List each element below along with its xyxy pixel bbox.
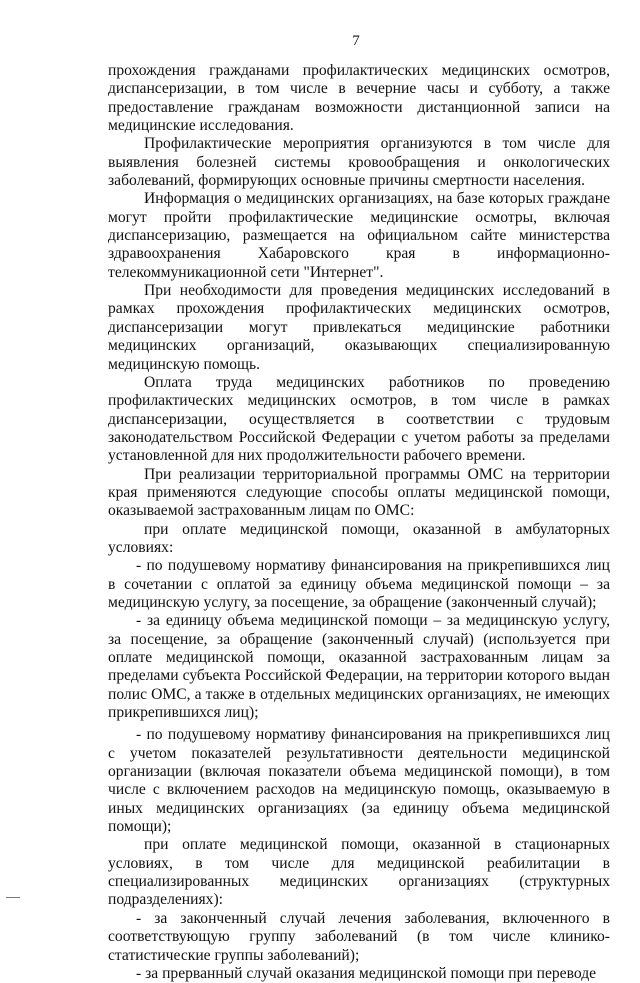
paragraph-specialists: При необходимости для проведения медицинских исследований в рамках прохождения профилактических медицинских осмотров, диспансеризации могут привлекаться медицинские работники медицинских организаций, оказывающих специализированную медицинскую помощь. xyxy=(108,282,610,373)
list-item-per-capita-performance: - по подушевому нормативу финансирования на прикрепившихся лиц с учетом показателей результативности деятельности медицинской организации (включая показатели объема медицинской помощи), в том числе с включением расходов на медицинскую помощь, оказываемую в иных медицинских организациях (за единицу объема медицинской помощи); xyxy=(108,726,610,836)
paragraph-preventive-measures: Профилактические мероприятия организуются в том числе для выявления болезней системы кровообращения и онкологических заболеваний, формирующих основные причины смертности населения. xyxy=(108,135,610,190)
list-item-completed-case: - за законченный случай лечения заболевания, включенного в соответствующую группу заболеваний (в том числе клинико-статистические группы заболеваний); xyxy=(108,909,610,964)
paragraph-continuation: прохождения гражданами профилактических медицинских осмотров, диспансеризации, в том числе в вечерние часы и субботу, а также предоставление гражданам возможности дистанционной записи на медицинские исследования. xyxy=(108,62,610,135)
paragraph-inpatient-heading: при оплате медицинской помощи, оказанной в стационарных условиях, в том числе для медицинской реабилитации в специализированных медицинских организациях (структурных подразделениях): xyxy=(108,836,610,909)
body-text xyxy=(108,62,610,983)
paragraph-outpatient-heading: при оплате медицинской помощи, оказанной в амбулаторных условиях: xyxy=(108,520,610,556)
paragraph-organizations-info: Информация о медицинских организациях, на базе которых граждане могут пройти профилактические медицинские осмотры, включая диспансеризацию, размещается на официальном сайте министерства здравоохранения Хабаровского края в информационно-телекоммуникационной сети "Интернет". xyxy=(108,190,610,281)
list-item-per-capita-combined: - по подушевому нормативу финансирования на прикрепившихся лиц в сочетании с оплатой за единицу объема медицинской помощи – за медицинскую услугу, за посещение, за обращение (законченный случай); xyxy=(108,557,610,611)
list-item-interrupted-case: - за прерванный случай оказания медицинской помощи при переводе xyxy=(136,964,597,982)
scan-edge-mark xyxy=(6,897,20,898)
paragraph-labor-payment: Оплата труда медицинских работников по проведению профилактических медицинских осмотров, в том числе в рамках диспансеризации, осуществляется в соответствии с трудовым законодательством Российской Федерации с учетом работы за пределами установленной для них продолжительности рабочего времени. xyxy=(108,373,610,465)
page-number: 7 xyxy=(352,33,360,49)
list-item-per-unit: - за единицу объема медицинской помощи – за медицинскую услугу, за посещение, за обращение (законченный случай) (используется при оплате медицинской помощи, оказанной застрахованным лицам за пределами субъекта Российской Федерации, на территории которого выдан полис ОМС, а также в отдельных медицинских организациях, не имеющих прикрепившихся лиц); xyxy=(108,612,610,722)
paragraph-payment-methods: При реализации территориальной программы ОМС на территории края применяются следующие способы оплаты медицинской помощи, оказываемой застрахованным лицам по ОМС: xyxy=(108,465,610,520)
